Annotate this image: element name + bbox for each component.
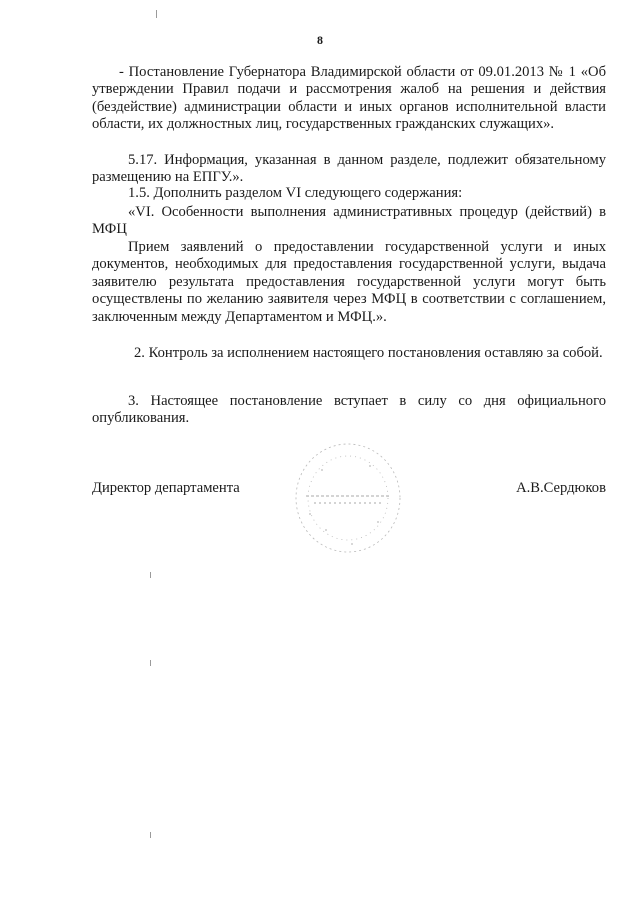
faded-stamp-seal [292, 440, 404, 556]
paragraph-1-5: 1.5. Дополнить разделом VI следующего содержания: [128, 185, 463, 201]
paragraph-mfc-applications: Прием заявлений о предоставлении государственной услуги и иных документов, необходимых для предоставления государственной услуги, выдача заявителю результата предоставления государственной услуги могут быть осуществлены по желанию заявителя через МФЦ в соответствии с соглашением, заключенным между Департаментом и МФЦ.». [92, 239, 606, 325]
page-number: 8 [317, 33, 323, 47]
section-vi-heading: «VI. Особенности выполнения административных процедур (действий) в МФЦ [92, 204, 606, 238]
paragraph-control: 2. Контроль за исполнением настоящего постановления оставляю за собой. [134, 345, 603, 361]
paragraph-5-17: 5.17. Информация, указанная в данном разделе, подлежит обязательному размещению на ЕПГУ.». [92, 152, 606, 186]
scan-mark [150, 832, 151, 838]
scan-mark [150, 660, 151, 666]
scan-mark [156, 10, 157, 18]
scan-mark [150, 572, 151, 578]
signer-name: А.В.Сердюков [516, 480, 606, 496]
paragraph-governor-decree: - Постановление Губернатора Владимирской области от 09.01.2013 № 1 «Об утверждении Правил подачи и рассмотрения жалоб на решения и действия (бездействие) администрации области и иных органов исполнительной власти области, их должностных лиц, государственных гражданских служащих». [92, 64, 606, 133]
paragraph-effective-date: 3. Настоящее постановление вступает в силу со дня официального опубликования. [92, 393, 606, 427]
signer-title: Директор департамента [92, 480, 240, 496]
